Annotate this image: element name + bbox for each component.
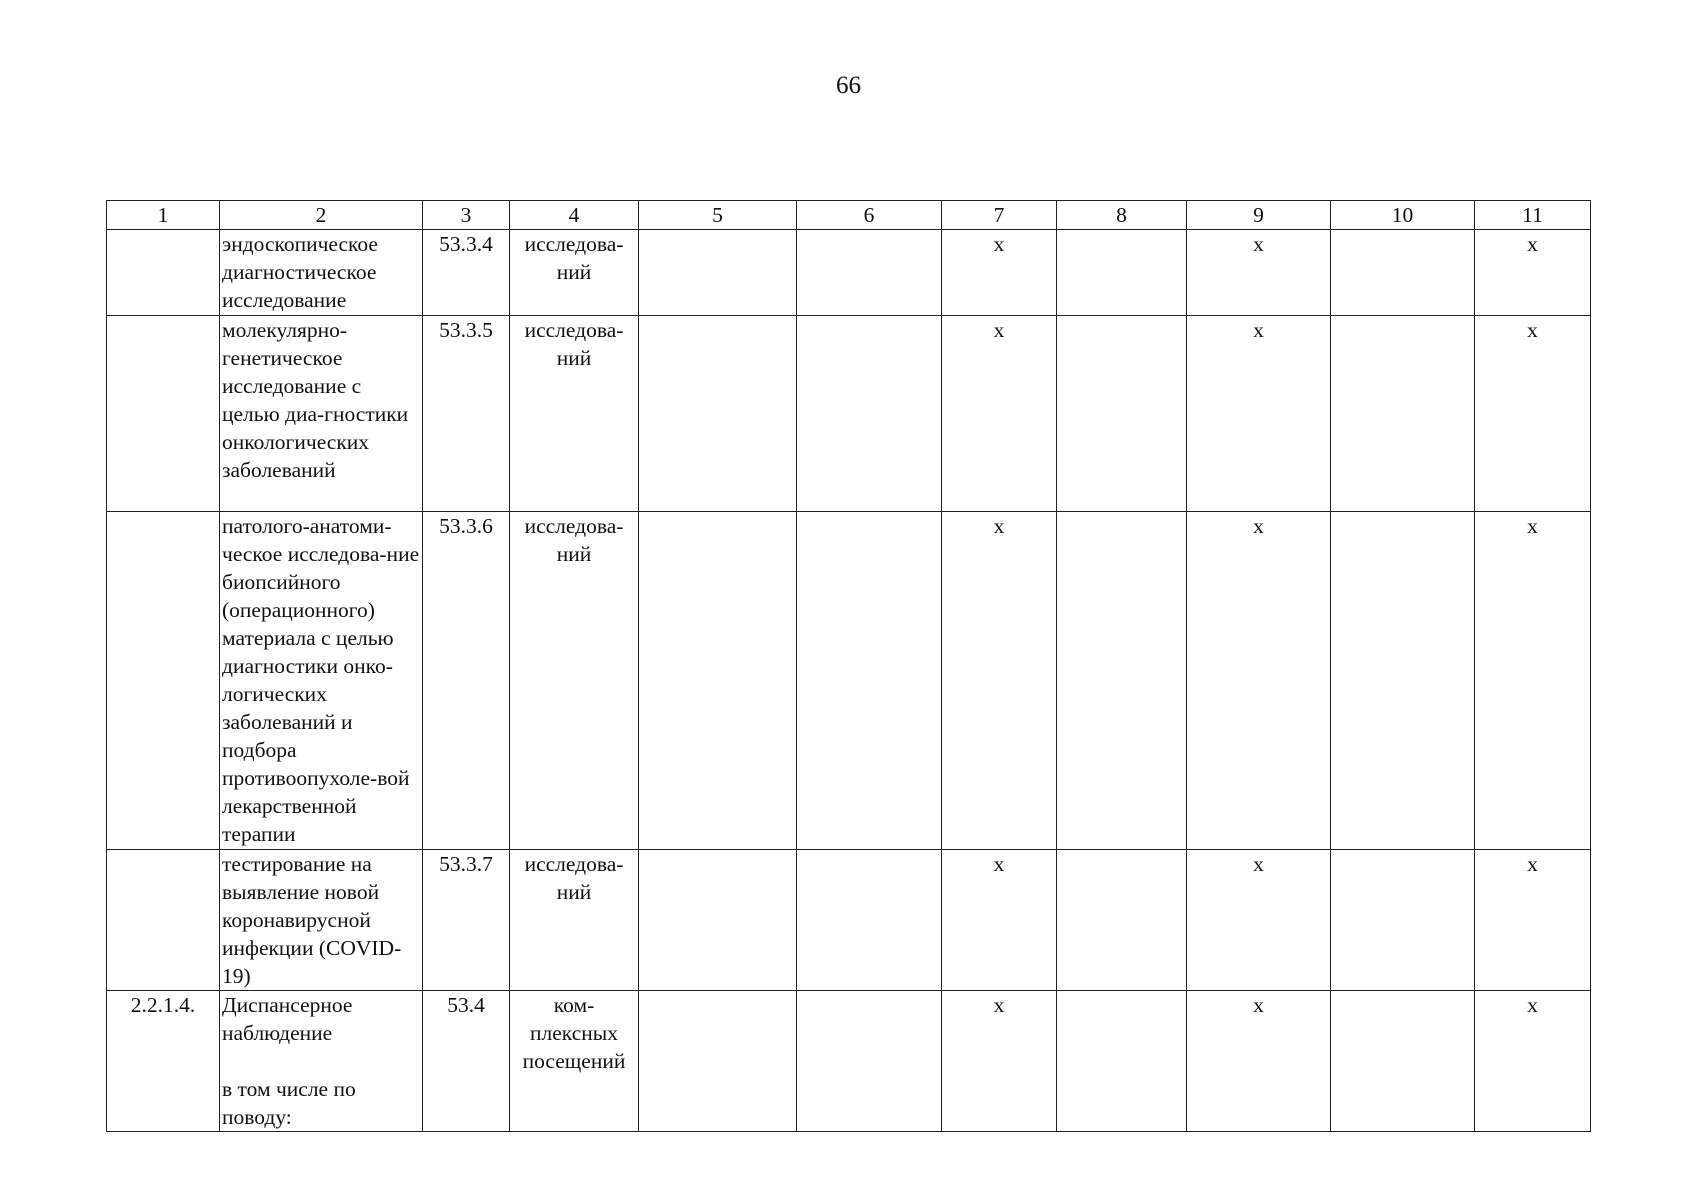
row-code: 53.3.6 — [423, 512, 510, 850]
row-code: 53.3.7 — [423, 850, 510, 991]
column-header-3: 3 — [423, 201, 510, 230]
row-unit: ком-плексных посещений — [510, 991, 639, 1132]
cell-col-5 — [639, 512, 797, 850]
row-name: молекулярно-генетическое исследование с целью диа-гностики онкологических заболеваний — [220, 316, 423, 512]
cell-col-11: x — [1475, 850, 1591, 991]
cell-col-8 — [1057, 850, 1187, 991]
cell-col-10 — [1331, 230, 1475, 316]
row-name: тестирование на выявление новой коронавирусной инфекции (COVID-19) — [220, 850, 423, 991]
cell-col-5 — [639, 850, 797, 991]
cell-col-6 — [797, 230, 942, 316]
row-number — [107, 850, 220, 991]
cell-col-11: x — [1475, 991, 1591, 1132]
row-name-extra: в том числе по поводу: — [222, 1077, 356, 1129]
page-number: 66 — [836, 72, 861, 99]
cell-col-9: x — [1187, 850, 1331, 991]
row-number — [107, 316, 220, 512]
cell-col-8 — [1057, 230, 1187, 316]
column-header-11: 11 — [1475, 201, 1591, 230]
row-unit: исследова-ний — [510, 512, 639, 850]
cell-col-7: x — [942, 991, 1057, 1132]
cell-col-8 — [1057, 316, 1187, 512]
spacer — [222, 1047, 420, 1075]
cell-col-6 — [797, 850, 942, 991]
cell-col-8 — [1057, 512, 1187, 850]
column-header-6: 6 — [797, 201, 942, 230]
row-name-cell — [220, 991, 423, 1132]
cell-col-8 — [1057, 991, 1187, 1132]
cell-col-5 — [639, 991, 797, 1132]
cell-col-11: x — [1475, 316, 1591, 512]
cell-col-6 — [797, 991, 942, 1132]
cell-col-7: x — [942, 850, 1057, 991]
row-number — [107, 230, 220, 316]
column-number-row — [107, 201, 1591, 230]
cell-col-10 — [1331, 512, 1475, 850]
row-unit: исследова-ний — [510, 850, 639, 991]
table-row — [107, 230, 1591, 316]
cell-col-11: x — [1475, 512, 1591, 850]
row-number: 2.2.1.4. — [107, 991, 220, 1132]
row-name: Диспансерное наблюдение — [222, 993, 353, 1045]
column-header-4: 4 — [510, 201, 639, 230]
column-header-1: 1 — [107, 201, 220, 230]
data-table — [106, 200, 1591, 1132]
row-code: 53.4 — [423, 991, 510, 1132]
row-name: эндоскопическое диагностическое исследование — [220, 230, 423, 316]
column-header-7: 7 — [942, 201, 1057, 230]
column-header-2: 2 — [220, 201, 423, 230]
table-row — [107, 512, 1591, 850]
cell-col-7: x — [942, 316, 1057, 512]
table-row — [107, 316, 1591, 512]
cell-col-11: x — [1475, 230, 1591, 316]
cell-col-5 — [639, 316, 797, 512]
cell-col-10 — [1331, 316, 1475, 512]
row-code: 53.3.4 — [423, 230, 510, 316]
column-header-8: 8 — [1057, 201, 1187, 230]
column-header-5: 5 — [639, 201, 797, 230]
table-row — [107, 850, 1591, 991]
table-row — [107, 991, 1591, 1132]
row-name: патолого-анатоми-ческое исследова-ние биопсийного (операционного) материала с целью диагностики онко-логических заболеваний и подбора противоопухоле-вой лекарственной терапии — [220, 512, 423, 850]
cell-col-9: x — [1187, 316, 1331, 512]
row-code: 53.3.5 — [423, 316, 510, 512]
cell-col-6 — [797, 512, 942, 850]
cell-col-5 — [639, 230, 797, 316]
cell-col-7: x — [942, 230, 1057, 316]
cell-col-10 — [1331, 850, 1475, 991]
cell-col-9: x — [1187, 512, 1331, 850]
cell-col-9: x — [1187, 991, 1331, 1132]
row-unit: исследова-ний — [510, 230, 639, 316]
cell-col-10 — [1331, 991, 1475, 1132]
cell-col-7: x — [942, 512, 1057, 850]
column-header-10: 10 — [1331, 201, 1475, 230]
cell-col-6 — [797, 316, 942, 512]
row-number — [107, 512, 220, 850]
row-unit: исследова-ний — [510, 316, 639, 512]
cell-col-9: x — [1187, 230, 1331, 316]
column-header-9: 9 — [1187, 201, 1331, 230]
